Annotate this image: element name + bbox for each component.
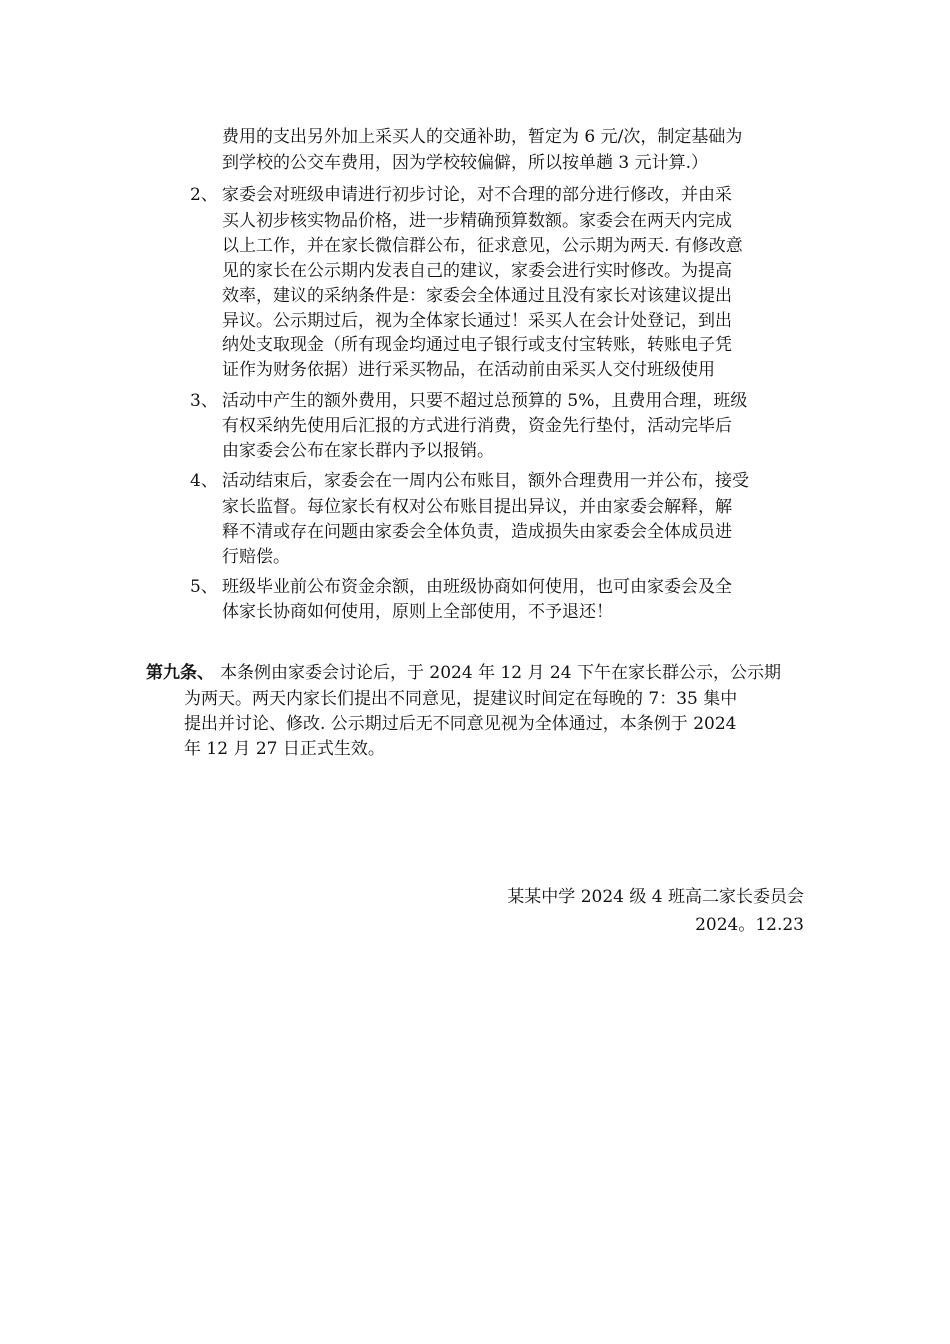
item-line: 以上工作，并在家长微信群公布，征求意见，公示期为两天. 有修改意 [222,236,743,256]
item-line: 有权采纳先使用后汇报的方式进行消费，资金先行垫付，活动完毕后 [222,416,732,436]
item-line: 买人初步核实物品价格，进一步精确预算数额。家委会在两天内完成 [222,211,732,231]
item-number: 5、 [190,577,218,597]
item-line: 效率，建议的采纳条件是：家委会全体通过且没有家长对该建议提出 [222,286,732,306]
article-line: 本条例由家委会讨论后，于 2024 年 12 月 24 下午在家长群公示，公示期 [220,663,781,683]
item-line: 由家委会公布在家长群内予以报销。 [222,441,494,461]
item-line: 纳处支取现金（所有现金均通过电子银行或支付宝转账，转账电子凭 [222,335,732,355]
item-line: 家委会对班级申请进行初步讨论，对不合理的部分进行修改，并由采 [222,185,732,205]
signature-org: 某某中学 2024 级 4 班高二家长委员会 [507,887,804,907]
item-line: 释不清或存在问题由家委会全体负责，造成损失由家委会全体成员进 [222,522,732,542]
item-line: 活动结束后，家委会在一周内公布账目，额外合理费用一并公布，接受 [222,471,749,491]
continuation-line: 到学校的公交车费用，因为学校较偏僻，所以按单趟 3 元计算.） [222,153,709,173]
item-number: 4、 [190,471,218,491]
item-line: 异议。公示期过后，视为全体家长通过！采买人在会计处登记，到出 [222,311,732,331]
article-heading: 第九条、 [146,663,214,683]
item-line: 证作为财务依据）进行采买物品，在活动前由采买人交付班级使用 [222,360,715,380]
item-line: 见的家长在公示期内发表自己的建议，家委会进行实时修改。为提高 [222,261,732,281]
item-line: 体家长协商如何使用，原则上全部使用，不予退还！ [222,602,613,622]
article-line: 年 12 月 27 日正式生效。 [184,739,385,759]
item-line: 家长监督。每位家长有权对公布账目提出异议，并由家委会解释，解 [222,497,732,517]
item-line: 活动中产生的额外费用，只要不超过总预算的 5%，且费用合理，班级 [222,391,748,411]
item-line: 行赔偿。 [222,547,290,567]
article-line: 提出并讨论、修改. 公示期过后无不同意见视为全体通过，本条例于 2024 [184,714,737,734]
item-number: 3、 [190,391,218,411]
item-line: 班级毕业前公布资金余额，由班级协商如何使用，也可由家委会及全 [222,577,732,597]
continuation-line: 费用的支出另外加上采买人的交通补助，暂定为 6 元/次，制定基础为 [222,127,743,147]
article-line: 为两天。两天内家长们提出不同意见，提建议时间定在每晚的 7：35 集中 [184,689,738,709]
signature-date: 2024。12.23 [695,915,804,935]
item-number: 2、 [190,185,218,205]
